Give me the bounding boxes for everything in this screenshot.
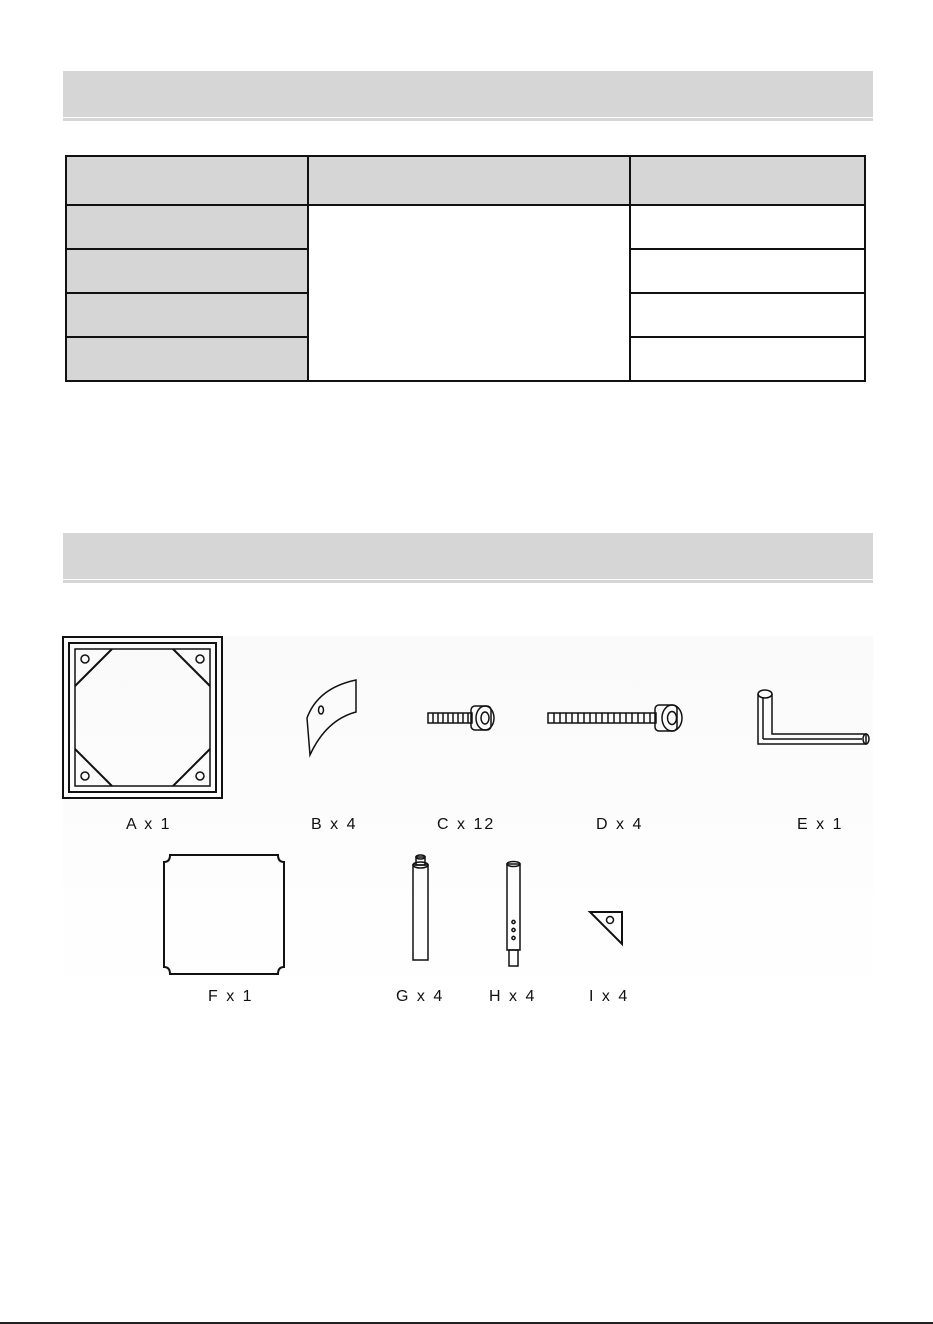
part-h-extension-tube-drawing [507,862,520,967]
part-label-g: G x 4 [396,988,445,1005]
part-a-frame-drawing [63,637,222,798]
part-i-corner-bracket-drawing [590,912,622,944]
part-d-long-bolt-drawing [548,705,682,731]
part-c-short-bolt-drawing [428,706,494,730]
part-label-f: F x 1 [208,988,254,1005]
part-label-i: I x 4 [589,988,630,1005]
part-e-allen-key-drawing [758,690,869,744]
part-label-b: B x 4 [311,816,358,833]
part-label-h: H x 4 [489,988,537,1005]
part-label-d: D x 4 [596,816,644,833]
part-label-c: C x 12 [437,816,496,833]
part-b-bracket-drawing [307,680,356,755]
part-g-leg-tube-drawing [413,855,428,960]
part-f-panel-drawing [164,855,284,974]
part-label-e: E x 1 [797,816,844,833]
part-label-a: A x 1 [126,816,172,833]
